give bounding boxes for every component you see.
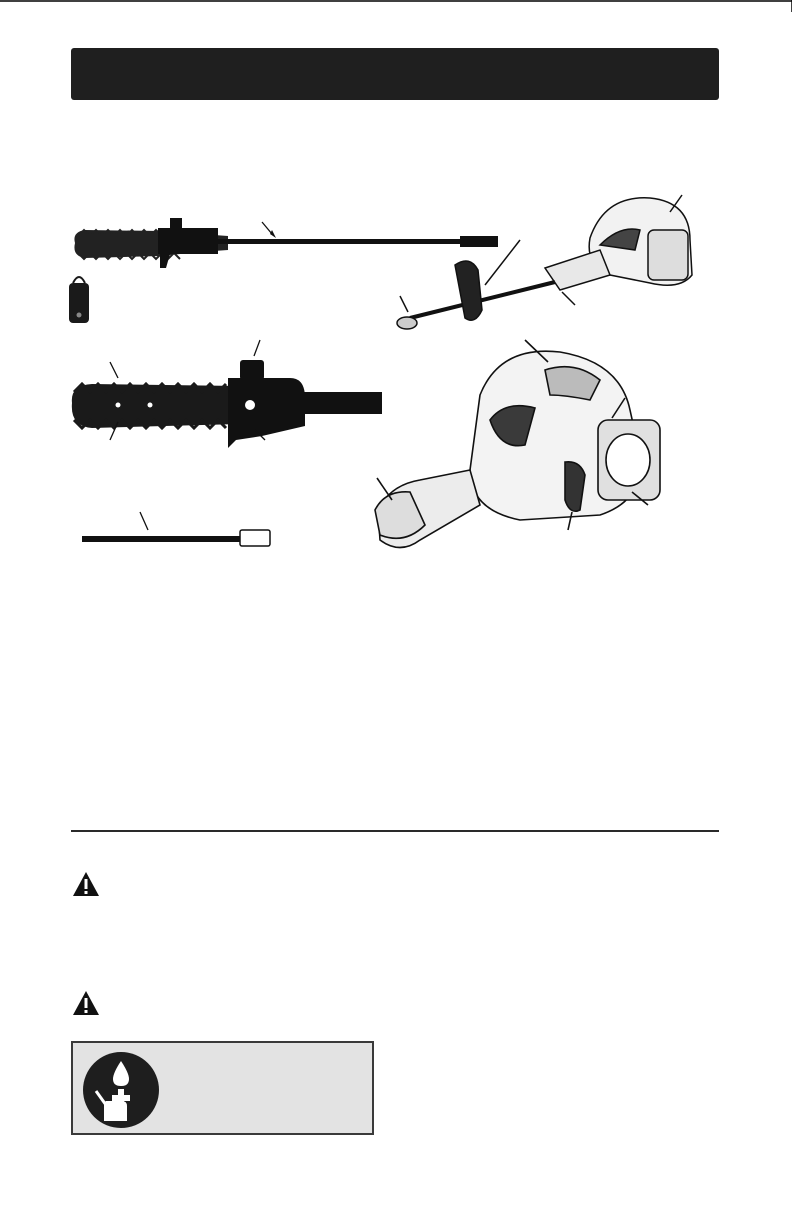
- power-head-detail-figure: [375, 340, 660, 548]
- warning-triangle-icon: [71, 989, 101, 1017]
- page-trim-line: [0, 0, 792, 12]
- saw-head-detail-figure: [72, 340, 382, 448]
- warning-triangle-icon: [71, 870, 101, 898]
- section-header-bar: [71, 48, 719, 100]
- section-divider: [71, 830, 719, 832]
- fuel-mix-icon: [82, 1051, 160, 1129]
- pole-saw-attachment-figure: [74, 218, 498, 268]
- power-head-assembly-figure: [397, 195, 692, 329]
- extension-shaft-figure: [82, 512, 270, 546]
- oil-bottle-figure: [69, 277, 89, 323]
- fuel-mix-notice-box: [71, 1041, 374, 1135]
- product-illustration: [60, 185, 740, 565]
